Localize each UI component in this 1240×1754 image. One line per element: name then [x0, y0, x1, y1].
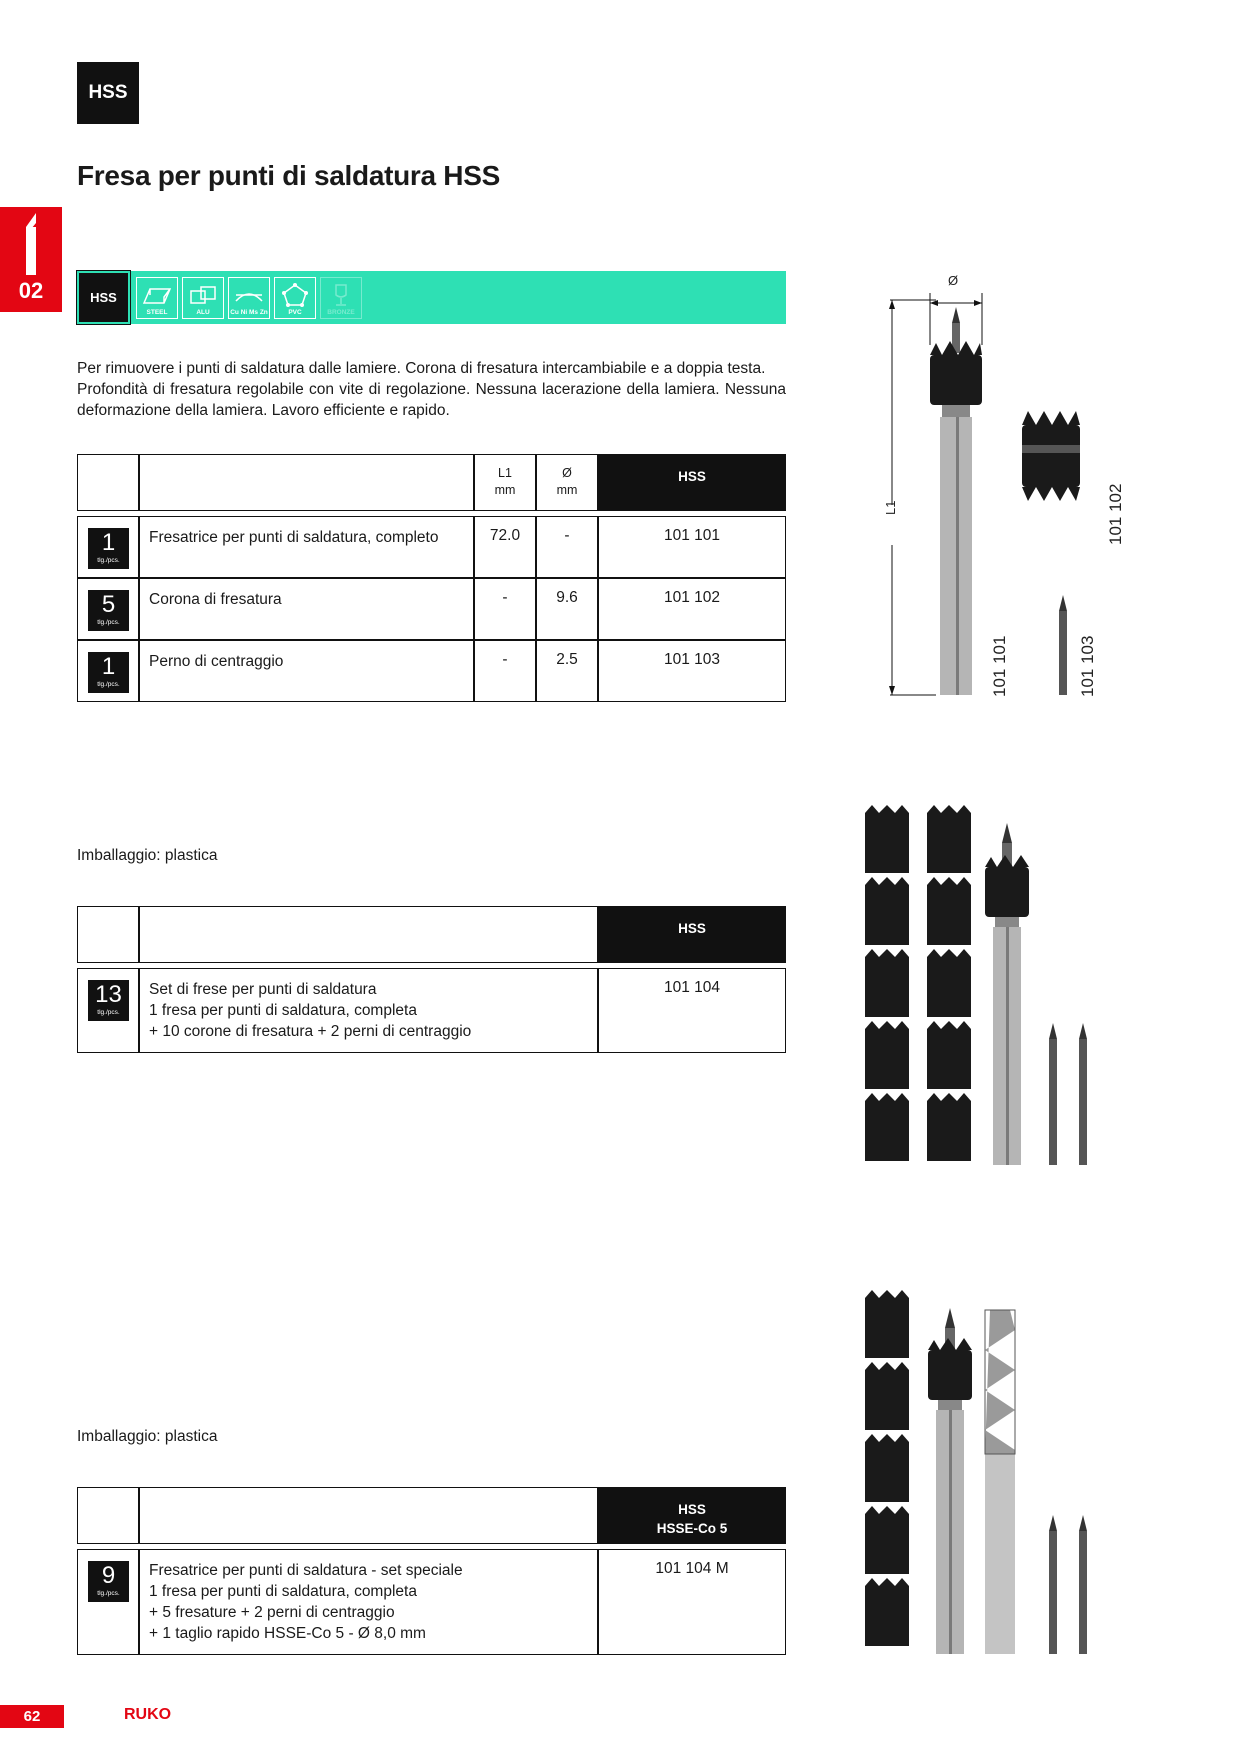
- item-description: Perno di centraggio: [139, 640, 474, 702]
- pvc-icon: [274, 277, 316, 319]
- col-header-material: HSS: [598, 906, 786, 963]
- product-table-1: [77, 454, 786, 702]
- material-label: Cu Ni Ms Zn: [230, 309, 268, 316]
- material-bar: [77, 271, 786, 324]
- table-row: [77, 968, 786, 1053]
- milling-crown: [865, 1362, 909, 1430]
- brand-logo: RUKO: [124, 1706, 172, 1723]
- milling-crown: [927, 1021, 971, 1089]
- item-l1: -: [474, 640, 536, 702]
- milling-crown: [927, 877, 971, 945]
- item-article-number: 101 101: [598, 516, 786, 578]
- table-row: [77, 516, 786, 578]
- page-title: Fresa per punti di saldatura HSS: [77, 160, 500, 191]
- table-row: [77, 1549, 786, 1655]
- material-label: BRONZE: [327, 309, 355, 316]
- chapter-tab: [0, 207, 62, 312]
- item-article-number: 101 102: [598, 578, 786, 640]
- bronze-icon: [320, 277, 362, 319]
- material-label: STEEL: [146, 309, 168, 316]
- item-diameter: 2.5: [536, 640, 598, 702]
- hss-badge: HSS: [77, 62, 139, 124]
- material-label: PVC: [288, 309, 302, 316]
- milling-crown: [865, 1093, 909, 1161]
- milling-crown: [865, 1578, 909, 1646]
- intro-paragraph: Per rimuovere i punti di saldatura dalle lamiere. Corona di fresatura intercambiabile e a doppia testa.: [77, 360, 766, 377]
- table-row: [77, 640, 786, 702]
- article-label-101102: 101 102: [1106, 483, 1125, 545]
- item-article-number: 101 104: [598, 968, 786, 1053]
- product-image-1: [870, 275, 1170, 715]
- quantity-badge: 1 tlg./pcs.: [88, 528, 129, 569]
- table-row: [77, 578, 786, 640]
- packaging-note: Imballaggio: plastica: [77, 847, 218, 864]
- article-label-101103: 101 103: [1078, 635, 1097, 697]
- article-label-101101: 101 101: [990, 635, 1009, 697]
- milling-crown: [865, 949, 909, 1017]
- item-description: Fresatrice per punti di saldatura, completo: [139, 516, 474, 578]
- product-image-3: [855, 1290, 1105, 1660]
- col-header-l1: L1 mm: [474, 454, 536, 511]
- milling-crown: [865, 877, 909, 945]
- milling-crown: [865, 1290, 909, 1358]
- material-bar-label: HSS: [77, 271, 130, 324]
- quantity-badge: 1 tlg./pcs.: [88, 652, 129, 693]
- col-header-diameter: Ø mm: [536, 454, 598, 511]
- quantity-badge: 13 tlg./pcs.: [88, 980, 129, 1021]
- quantity-badge: 5 tlg./pcs.: [88, 590, 129, 631]
- item-diameter: 9.6: [536, 578, 598, 640]
- milling-crown: [865, 1021, 909, 1089]
- material-label: ALU: [196, 309, 210, 316]
- item-diameter: -: [536, 516, 598, 578]
- quantity-badge: 9 tlg./pcs.: [88, 1561, 129, 1602]
- milling-crown: [865, 805, 909, 873]
- milling-crown: [927, 805, 971, 873]
- item-l1: -: [474, 578, 536, 640]
- col-header-material: HSS HSSE-Co 5: [598, 1487, 786, 1544]
- item-description: Corona di fresatura: [139, 578, 474, 640]
- milling-crown: [927, 1093, 971, 1161]
- copper-icon: [228, 277, 270, 319]
- drill-icon: [24, 213, 38, 275]
- item-description: Fresatrice per punti di saldatura - set speciale 1 fresa per punti di saldatura, completa + 5 fresature + 2 perni di centraggio + 1 taglio rapido HSSE-Co 5 - Ø 8,0 mm: [139, 1549, 598, 1655]
- item-article-number: 101 104 M: [598, 1549, 786, 1655]
- item-l1: 72.0: [474, 516, 536, 578]
- page-number: 62: [0, 1705, 64, 1728]
- product-table-3: [77, 1487, 786, 1655]
- milling-crown: [865, 1434, 909, 1502]
- item-description: Set di frese per punti di saldatura 1 fresa per punti di saldatura, completa + 10 corone di fresatura + 2 perni di centraggio: [139, 968, 598, 1053]
- intro-paragraph: Profondità di fresatura regolabile con vite di regolazione. Nessuna lacerazione della lamiera. Nessuna deformazione della lamiera. Lavoro efficiente e rapido.: [77, 381, 786, 419]
- steel-icon: [136, 277, 178, 319]
- dimension-diameter-label: Ø: [948, 273, 959, 288]
- product-table-2: [77, 906, 786, 1053]
- product-image-2: [855, 805, 1105, 1170]
- dimension-l1-label: L1: [883, 500, 898, 515]
- milling-crown: [927, 949, 971, 1017]
- milling-crown: [865, 1506, 909, 1574]
- packaging-note: Imballaggio: plastica: [77, 1428, 218, 1445]
- chapter-number: 02: [18, 278, 44, 303]
- alu-icon: [182, 277, 224, 319]
- col-header-material: HSS: [598, 454, 786, 511]
- intro-text: [77, 358, 786, 421]
- item-article-number: 101 103: [598, 640, 786, 702]
